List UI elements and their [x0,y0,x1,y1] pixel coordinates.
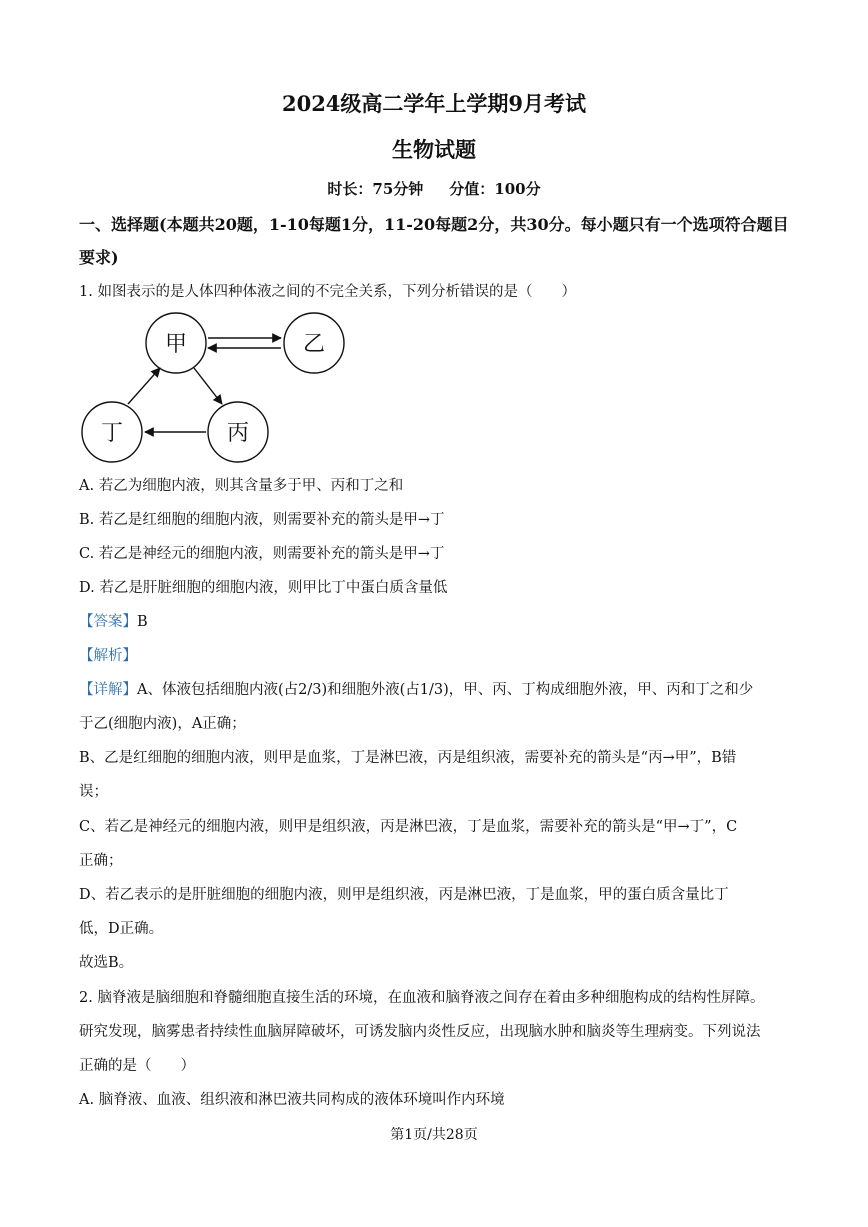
q1-detail-line-6: 正确； [79,853,123,869]
q1-option-b: B. 若乙是红细胞的细胞内液，则需要补充的箭头是甲→丁 [79,512,445,528]
q1-detail-line-3: B、乙是红细胞的细胞内液，则甲是血浆，丁是淋巴液，丙是组织液，需要补充的箭头是“丙→甲”，B错 [79,750,737,766]
q1-option-d: D. 若乙是肝脏细胞的细胞内液，则甲比丁中蛋白质含量低 [79,580,448,596]
q1-detail-line-5: C、若乙是神经元的细胞内液，则甲是组织液，丙是淋巴液，丁是血浆，需要补充的箭头是“甲→丁”，C [79,819,738,835]
q1-detail-line-8: 低，D正确。 [79,921,164,937]
node-yi-label: 乙 [302,332,326,357]
q1-detail-line-2: 于乙(细胞内液)，A正确； [79,716,246,732]
q1-detail-line-1 [79,680,753,700]
subject-title: 生物试题 [392,137,476,162]
score-text: 分值：100分 [449,180,541,198]
q1-analysis-label [79,646,137,666]
answer-label: 【答案】 [79,614,137,630]
node-bing-label: 丙 [226,421,250,446]
exam-meta [0,178,868,199]
node-jia-label: 甲 [164,332,188,357]
q1-option-a: A. 若乙为细胞内液，则其含量多于甲、丙和丁之和 [79,478,404,494]
detail-text: A、体液包括细胞内液(占2/3)和细胞外液(占1/3)，甲、丙、丁构成细胞外液，甲、丙和丁之和少 [137,682,754,698]
node-ding-label: 丁 [100,421,124,446]
body-fluid-diagram [76,306,356,466]
duration-text: 时长：75分钟 [327,180,424,198]
q1-detail-line-4: 误； [79,784,108,800]
page-number: 第1页/共28页 [390,1127,478,1143]
exam-title: 2024级高二学年上学期9月考试 [281,91,587,116]
q2-stem-line-2: 研究发现，脑雾患者持续性血脑屏障破坏，可诱发脑内炎性反应，出现脑水肿和脑炎等生理病变。下列说法 [79,1024,761,1040]
arrow-ding-to-jia [128,368,160,404]
detail-label: 【详解】 [79,682,137,698]
q1-stem: 1. 如图表示的是人体四种体液之间的不完全关系，下列分析错误的是（ ） [79,284,576,300]
q2-option-a: A. 脑脊液、血液、组织液和淋巴液共同构成的液体环境叫作内环境 [79,1092,505,1108]
q1-detail-line-7: D、若乙表示的是肝脏细胞的细胞内液，则甲是组织液，丙是淋巴液，丁是血浆，甲的蛋白质含量比丁 [79,887,729,903]
analysis-label: 【解析】 [79,648,137,664]
q1-answer [79,612,148,632]
q1-option-c: C. 若乙是神经元的细胞内液，则需要补充的箭头是甲→丁 [79,546,445,562]
answer-value: B [137,614,148,630]
q2-stem-line-3: 正确的是（ ） [79,1058,195,1074]
arrow-jia-to-bing [194,368,222,404]
q2-stem-line-1: 2. 脑脊液是脑细胞和脊髓细胞直接生活的环境，在血液和脑脊液之间存在着由多种细胞构成的结构性屏障。 [79,990,765,1006]
section-heading: 一、选择题(本题共20题，1-10每题1分，11-20每题2分，共30分。每小题只有一个选项符合题目要求) [79,215,789,267]
q1-conclusion: 故选B。 [79,955,134,971]
